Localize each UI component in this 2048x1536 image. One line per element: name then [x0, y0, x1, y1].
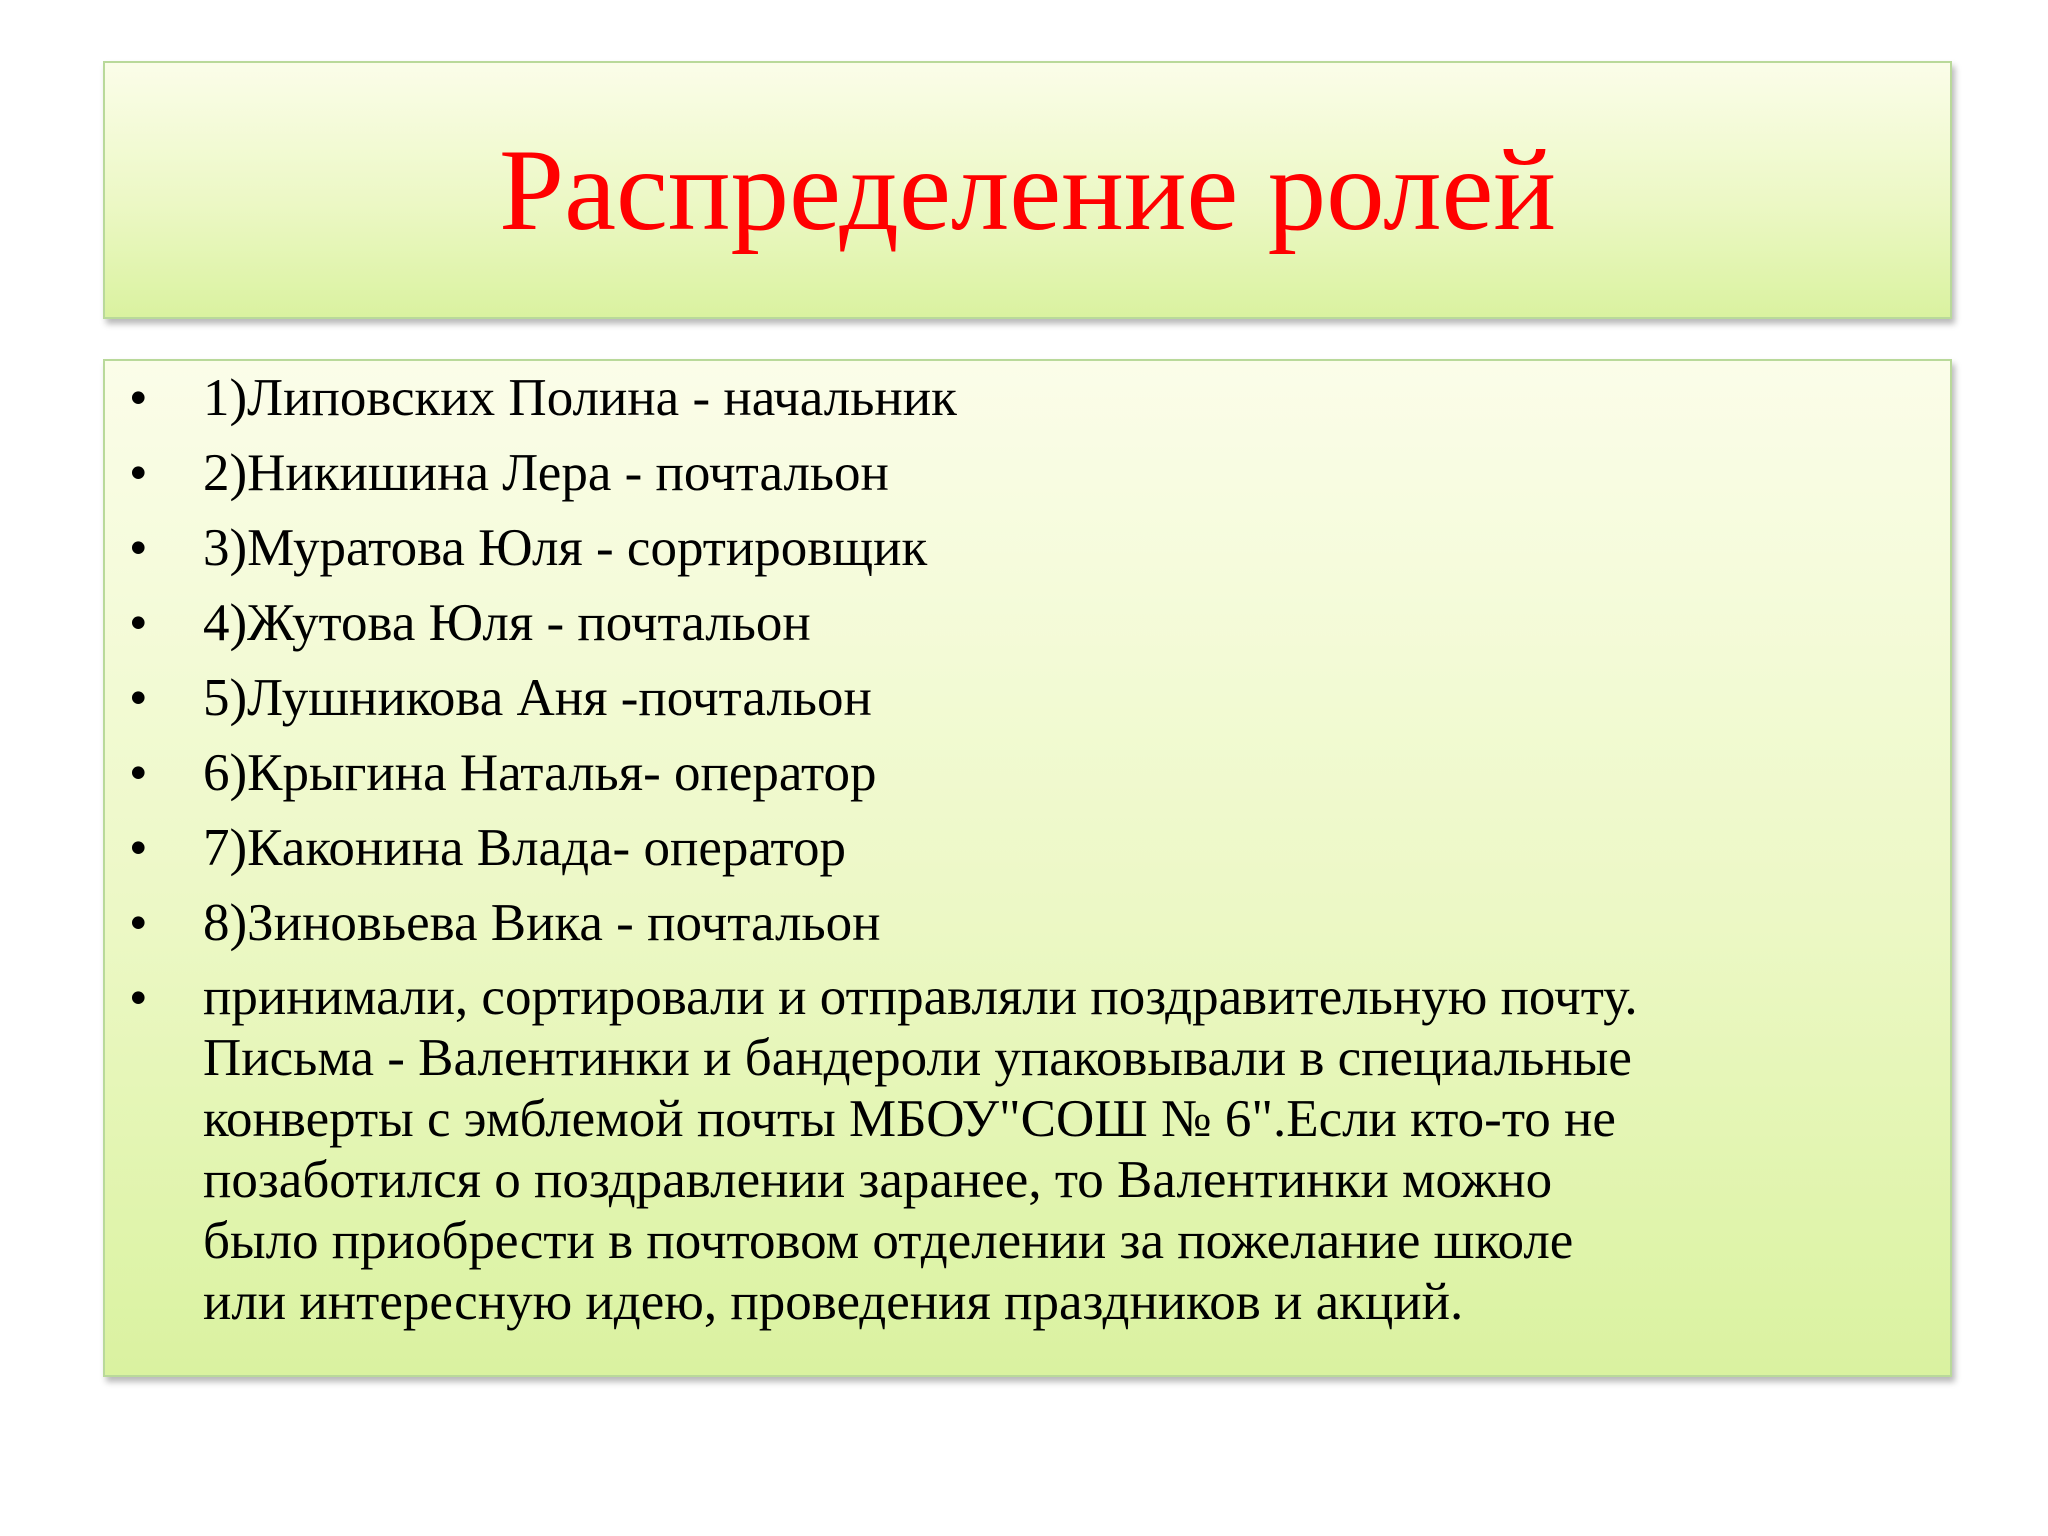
bullet-icon: •: [129, 669, 148, 727]
description-line: было приобрести в почтовом отделении за пожелание школе: [203, 1212, 1574, 1270]
description-line: Письма - Валентинки и бандероли упаковывали в специальные: [203, 1029, 1632, 1087]
description-line: позаботился о поздравлении заранее, то Валентинки можно: [203, 1151, 1553, 1209]
bullet-icon: •: [129, 969, 148, 1027]
list-item: [105, 817, 1950, 892]
content-placeholder: [103, 359, 1952, 1377]
list-item: [105, 667, 1950, 742]
bullet-icon: •: [129, 444, 148, 502]
bullet-icon: •: [129, 369, 148, 427]
role-text: 5)Лушникова Аня -почтальон: [203, 669, 872, 727]
title-placeholder: [103, 61, 1952, 319]
bullet-icon: •: [129, 819, 148, 877]
description-line: или интересную идею, проведения праздников и акций.: [203, 1273, 1464, 1331]
role-text: 3)Муратова Юля - сортировщик: [203, 519, 928, 577]
description-line: принимали, сортировали и отправляли поздравительную почту.: [203, 968, 1638, 1026]
description-line: конверты с эмблемой почты МБОУ"СОШ № 6".Если кто-то не: [203, 1090, 1616, 1148]
list-item: [105, 592, 1950, 667]
bullet-icon: •: [129, 894, 148, 952]
bullet-icon: •: [129, 519, 148, 577]
description-item: [105, 967, 1923, 1333]
list-item: [105, 367, 1950, 442]
role-text: 2)Никишина Лера - почтальон: [203, 444, 889, 502]
role-text: 7)Каконина Влада- оператор: [203, 819, 846, 877]
list-item: [105, 517, 1950, 592]
list-item: [105, 892, 1950, 967]
bullet-list: [105, 361, 1950, 1333]
role-text: 4)Жутова Юля - почтальон: [203, 594, 811, 652]
role-text: 6)Крыгина Наталья- оператор: [203, 744, 877, 802]
role-text: 1)Липовских Полина - начальник: [203, 369, 957, 427]
list-item: [105, 742, 1950, 817]
role-text: 8)Зиновьева Вика - почтальон: [203, 894, 881, 952]
bullet-icon: •: [129, 594, 148, 652]
bullet-icon: •: [129, 744, 148, 802]
slide-title: Распределение ролей: [499, 125, 1556, 255]
list-item: [105, 442, 1950, 517]
